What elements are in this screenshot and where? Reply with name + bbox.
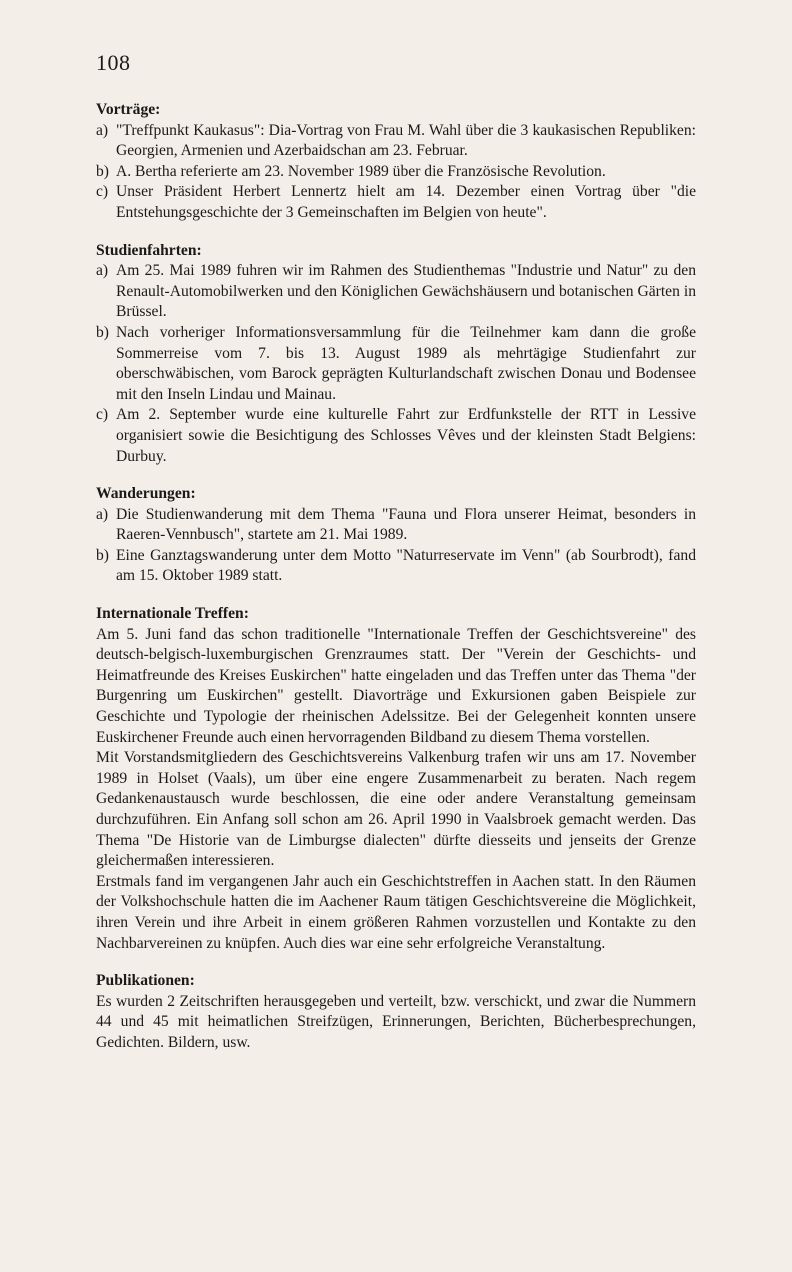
item-label: b)	[96, 162, 109, 180]
list-item	[96, 405, 696, 467]
page-content	[96, 100, 696, 1071]
item-label: a)	[96, 121, 109, 139]
item-label: c)	[96, 406, 109, 424]
paragraph: Es wurden 2 Zeitschriften herausgegeben und verteilt, bzw. verschickt, und zwar die Nummern 44 und 45 mit heimatlichen Streifzügen, Erinnerungen, Berichten, Bücherbesprechungen, Gedichten. Bildern, usw.	[96, 992, 696, 1051]
item-label: b)	[96, 546, 109, 564]
item-text: Am 2. September wurde eine kulturelle Fahrt zur Erdfunkstelle der RTT in Lessive organisiert sowie die Besichtigung des Schlosses Vêves und der kleinsten Stadt Belgiens: Durbuy.	[116, 406, 696, 465]
item-text: A. Bertha referierte am 23. November 1989 über die Französische Revolution.	[116, 162, 606, 180]
item-label: a)	[96, 505, 109, 523]
list-item	[96, 162, 696, 183]
list-item	[96, 323, 696, 405]
paragraph: Erstmals fand im vergangenen Jahr auch ein Geschichtstreffen in Aachen statt. In den Räumen der Volkshochschule hatten die im Aachener Raum tätigen Geschichtsvereine die Möglichkeit, ihren Verein und ihre Arbeit in einem größeren Rahmen vorzustellen und Kontakte zu den Nachbarvereinen zu knüpfen. Auch dies war eine sehr erfolgreiche Veranstaltung.	[96, 872, 696, 952]
item-text: Die Studienwanderung mit dem Thema "Fauna und Flora unserer Heimat, besonders in Raeren-Vennbusch", startete am 21. Mai 1989.	[116, 505, 696, 544]
list-item	[96, 505, 696, 546]
section-vortraege	[96, 100, 696, 224]
item-text: Nach vorheriger Informationsversammlung für die Teilnehmer kam dann die große Sommerreise vom 7. bis 13. August 1989 als mehrtägige Studienfahrt zur oberschwäbischen, vom Barock geprägten Kulturlandschaft zwischen Donau und Bodensee mit den Inseln Lindau und Mainau.	[116, 323, 696, 403]
item-label: b)	[96, 323, 109, 341]
item-text: Unser Präsident Herbert Lennertz hielt am 14. Dezember einen Vortrag über "die Entstehungsgeschichte der 3 Gemeinschaften im Belgien von heute".	[116, 183, 696, 221]
paragraph: Mit Vorstandsmitgliedern des Geschichtsvereins Valkenburg trafen wir uns am 17. November 1989 in Holset (Vaals), um über eine engere Zusammenarbeit zu beraten. Nach regem Gedankenaustausch wurde beschlossen, die eine oder andere Veranstaltung gemeinsam durchzuführen. Ein Anfang soll schon am 26. April 1990 in Vaalsbroek gemacht werden. Das Thema "De Historie van de Limburgse dialecten" dürfte diesseits und jenseits der Grenze gleichermaßen interessieren.	[96, 749, 696, 870]
item-label: a)	[96, 262, 109, 280]
section-heading: Publikationen:	[96, 972, 195, 990]
item-text: Am 25. Mai 1989 fuhren wir im Rahmen des Studienthemas "Industrie und Natur" zu den Renault-Automobilwerken und den Königlichen Gewächshäusern und botanischen Gärten in Brüssel.	[116, 262, 696, 321]
list-item	[96, 546, 696, 587]
list-item	[96, 121, 696, 162]
item-label: c)	[96, 183, 109, 201]
list-item	[96, 261, 696, 323]
page-number: 108	[96, 50, 131, 75]
list-item	[96, 182, 696, 223]
section-heading: Vorträge:	[96, 101, 161, 118]
section-heading: Wanderungen:	[96, 485, 196, 503]
section-publikationen	[96, 971, 696, 1053]
section-heading: Studienfahrten:	[96, 241, 202, 259]
paragraph: Am 5. Juni fand das schon traditionelle "Internationale Treffen der Geschichtsvereine" des deutsch-belgisch-luxemburgischen Grenzraumes statt. Der "Verein der Geschichts- und Heimatfreunde des Kreises Euskirchen" hatte eingeladen und das Treffen unter das Thema "der Burgenring um Euskirchen" gestellt. Diavorträge und Exkursionen gaben Beispiele zur Geschichte und Typologie der rheinischen Adelssitze. Bei der Gelegenheit konnten unsere Euskirchener Freunde auch einen hervorragenden Bildband zu diesem Thema vorstellen.	[96, 625, 696, 746]
section-studienfahrten	[96, 241, 696, 468]
item-text: "Treffpunkt Kaukasus": Dia-Vortrag von Frau M. Wahl über die 3 kaukasischen Republiken: Georgien, Armenien und Azerbaidschan am 23. Februar.	[116, 121, 696, 160]
section-heading: Internationale Treffen:	[96, 605, 249, 623]
section-wanderungen	[96, 484, 696, 587]
section-internationale-treffen	[96, 604, 696, 954]
item-text: Eine Ganztagswanderung unter dem Motto "Naturreservate im Venn" (ab Sourbrodt), fand am 15. Oktober 1989 statt.	[116, 546, 696, 585]
